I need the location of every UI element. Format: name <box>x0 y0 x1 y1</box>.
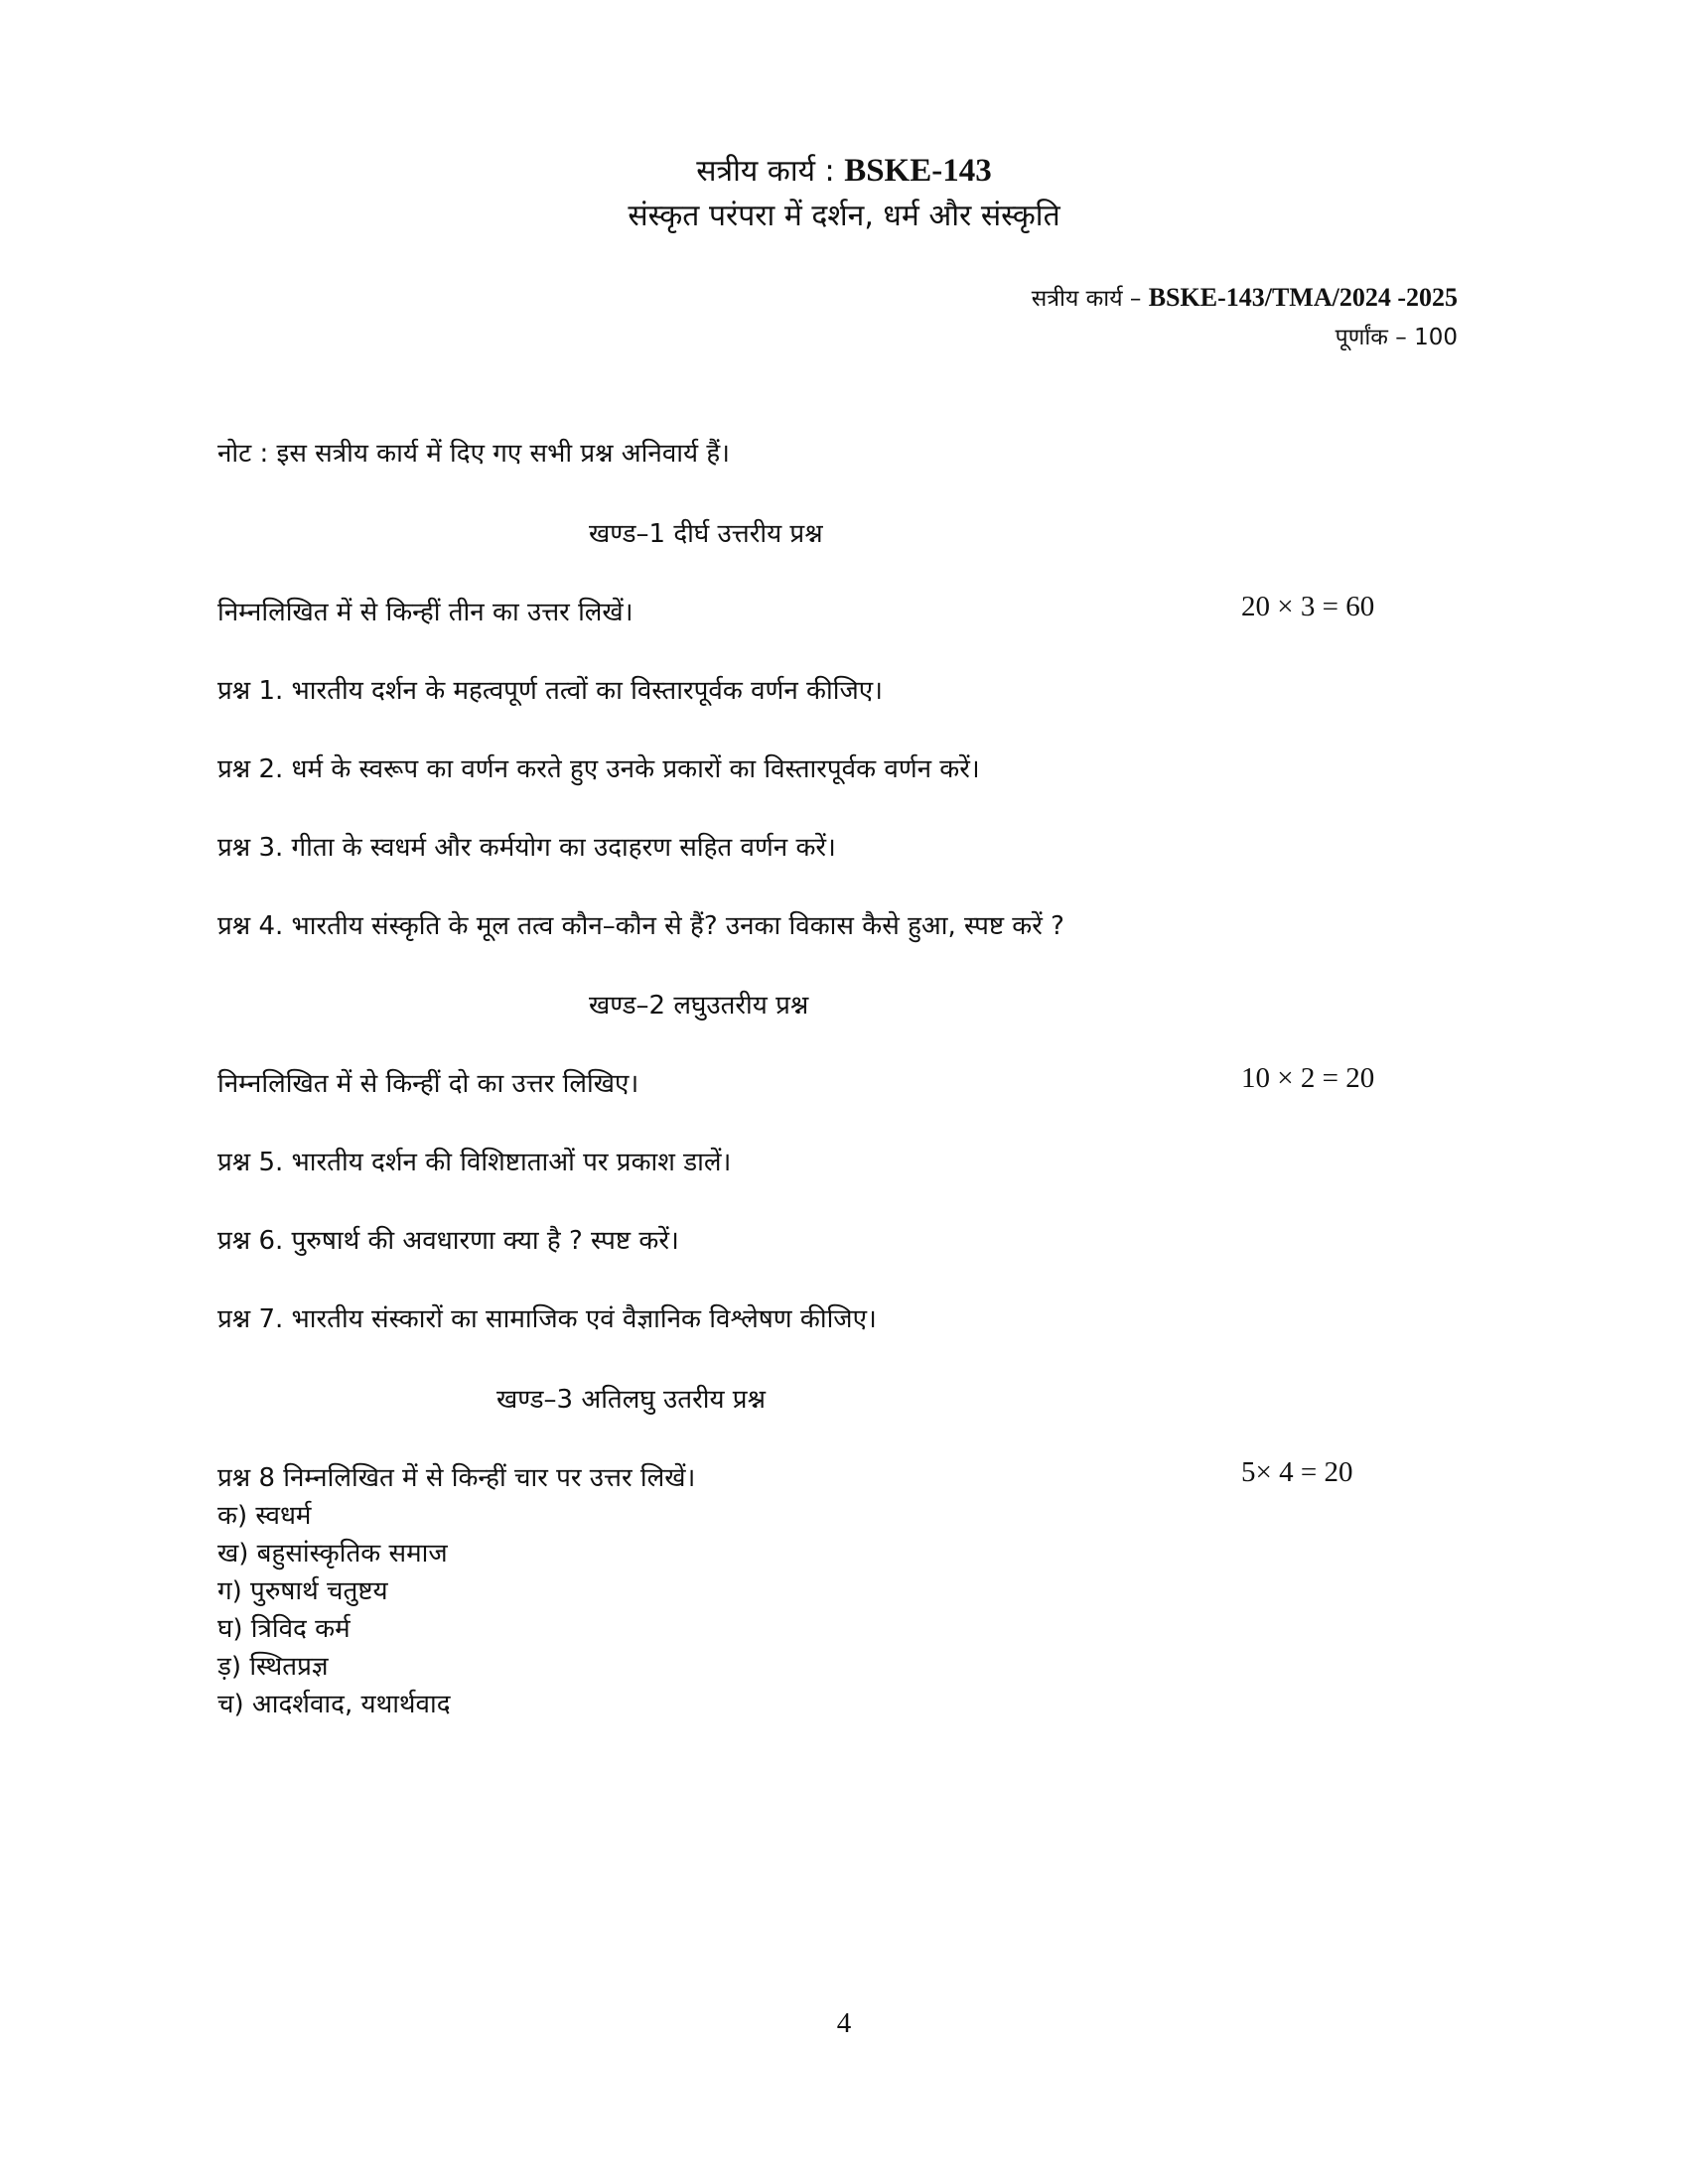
option-ga: ग) पुरुषार्थ चतुष्टय <box>217 1576 388 1606</box>
question-6: प्रश्न 6. पुरुषार्थ की अवधारणा क्या है ? स्पष्ट करें। <box>217 1226 679 1256</box>
option-kha: ख) बहुसांस्कृतिक समाज <box>217 1539 448 1569</box>
section-2-marks: 10 × 2 = 20 <box>1241 1062 1375 1094</box>
option-cha: च) आदर्शवाद, यथार्थवाद <box>217 1690 451 1719</box>
question-2: प्रश्न 2. धर्म के स्वरूप का वर्णन करते हुए उनके प्रकारों का विस्तारपूर्वक वर्णन करें। <box>217 754 980 784</box>
question-1: प्रश्न 1. भारतीय दर्शन के महत्वपूर्ण तत्वों का विस्तारपूर्वक वर्णन कीजिए। <box>217 676 883 706</box>
question-4: प्रश्न 4. भारतीय संस्कृति के मूल तत्व कौन–कौन से हैं? उनका विकास कैसे हुआ, स्पष्ट करें ? <box>217 911 1064 941</box>
section-1-instruction: निम्नलिखित में से किन्हीं तीन का उत्तर लिखें। <box>217 598 633 627</box>
assignment-reference <box>1032 281 1458 313</box>
title-prefix: सत्रीय कार्य : <box>696 154 845 189</box>
question-5: प्रश्न 5. भारतीय दर्शन की विशिष्टाताओं पर प्रकाश डालें। <box>217 1148 732 1177</box>
page-number: 4 <box>836 2007 852 2039</box>
ref-prefix: सत्रीय कार्य – <box>1031 286 1149 312</box>
option-gha: घ) त्रिविद कर्म <box>217 1614 351 1644</box>
section-2-instruction: निम्नलिखित में से किन्हीं दो का उत्तर लिखिए। <box>217 1069 639 1099</box>
section-3-heading: खण्ड–3 अतिलघु उतरीय प्रश्न <box>496 1385 766 1415</box>
question-8: प्रश्न 8 निम्नलिखित में से किन्हीं चार पर उत्तर लिखें। <box>217 1463 696 1493</box>
ref-code: BSKE-143/TMA/2024 -2025 <box>1148 283 1458 312</box>
section-1-marks: 20 × 3 = 60 <box>1241 591 1375 622</box>
question-7: प्रश्न 7. भारतीय संस्कारों का सामाजिक एवं वैज्ञानिक विश्लेषण कीजिए। <box>217 1304 877 1334</box>
option-da: ड़) स्थितप्रज्ञ <box>217 1652 329 1682</box>
total-marks: पूर्णांक – 100 <box>1335 325 1458 350</box>
option-ka: क) स्वधर्म <box>217 1501 312 1531</box>
course-subtitle: संस्कृत परंपरा में दर्शन, धर्म और संस्कृति <box>628 199 1060 233</box>
course-code: BSKE-143 <box>844 153 992 189</box>
question-3: प्रश्न 3. गीता के स्वधर्म और कर्मयोग का उदाहरण सहित वर्णन करें। <box>217 833 836 863</box>
note: नोट : इस सत्रीय कार्य में दिए गए सभी प्रश्न अनिवार्य हैं। <box>217 439 731 469</box>
section-1-heading: खण्ड–1 दीर्घ उत्तरीय प्रश्न <box>589 519 823 549</box>
assignment-title <box>0 149 1688 190</box>
section-3-marks: 5× 4 = 20 <box>1241 1456 1353 1488</box>
section-2-heading: खण्ड–2 लघुउतरीय प्रश्न <box>589 991 809 1021</box>
